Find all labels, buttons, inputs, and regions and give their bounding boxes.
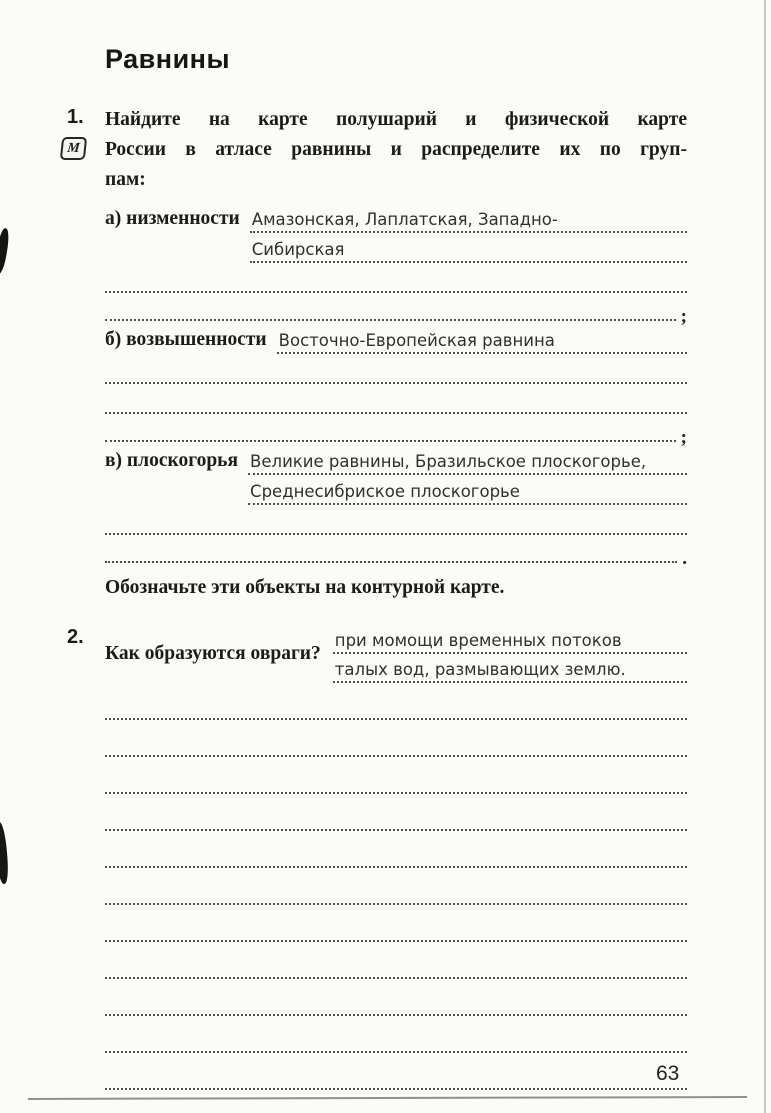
blank-line	[105, 868, 687, 905]
answer-line	[248, 475, 687, 505]
blank-line	[105, 720, 687, 757]
task-1-question-line-3: пам:	[105, 169, 146, 190]
blank-line	[105, 794, 687, 831]
handwritten-answer: при момощи временных потоков	[334, 631, 622, 650]
task-1-number: 1.	[67, 106, 84, 128]
item-uplands-rows	[105, 324, 687, 354]
page-number: 63	[656, 1062, 680, 1085]
page-title: Равнины	[105, 44, 231, 74]
scan-artifact	[0, 228, 11, 275]
handwritten-answer: Восточно-Европейская равнина	[278, 331, 555, 350]
answer-line	[333, 625, 687, 654]
dotted-rule	[105, 533, 677, 563]
task-1	[66, 105, 687, 603]
line-terminator: .	[682, 548, 687, 569]
task-2-head	[105, 625, 687, 683]
blank-line	[105, 1053, 687, 1090]
scan-edge	[764, 0, 766, 1113]
item-uplands-label: б) возвышенности	[105, 329, 267, 350]
blank-line	[105, 535, 687, 569]
blank-line	[105, 942, 687, 979]
blank-line	[105, 384, 687, 414]
handwritten-answer: талых вод, размывающих землю.	[334, 660, 626, 679]
line-terminator: ;	[680, 306, 687, 327]
item-plateaus-label: в) плоскогорья	[105, 450, 239, 471]
task-1-instruction: Обозначьте эти объекты на контурной карте.	[105, 577, 505, 598]
blank-line	[105, 757, 687, 794]
blank-line	[105, 505, 687, 535]
item-lowlands-rows	[105, 203, 687, 263]
blank-line	[105, 1016, 687, 1053]
dotted-rule	[105, 291, 676, 321]
handwritten-answer: Сибирская	[251, 240, 345, 259]
item-uplands	[105, 324, 687, 448]
map-task-icon	[60, 137, 87, 160]
item-plateaus	[105, 445, 687, 569]
item-plateaus-rows	[105, 445, 687, 505]
task-2	[67, 625, 687, 1113]
blank-line	[105, 354, 687, 384]
dotted-rule	[105, 412, 676, 442]
task-2-question: Как образуются овраги?	[105, 643, 321, 664]
task-1-question-line-2: России в атласе равнины и распределите их по груп-	[105, 139, 687, 160]
blank-line	[105, 293, 687, 327]
blank-line	[105, 414, 687, 448]
blank-line	[105, 905, 687, 942]
answer-line	[250, 203, 687, 233]
task-2-number: 2.	[67, 626, 84, 648]
blank-line	[105, 263, 687, 293]
blank-line	[105, 1090, 687, 1113]
blank-line	[105, 683, 687, 720]
handwritten-answer: Великие равнины, Бразильское плоскогорье,	[250, 452, 647, 471]
answer-line	[277, 324, 687, 354]
item-lowlands-label: а) низменности	[105, 208, 240, 229]
scan-artifact	[0, 822, 10, 885]
answer-line	[250, 233, 687, 263]
blank-line	[105, 979, 687, 1016]
item-lowlands	[105, 203, 687, 327]
answer-line	[333, 654, 687, 683]
blank-line	[105, 831, 687, 868]
task-1-question-line-1: Найдите на карте полушарий и физической карте	[105, 109, 687, 130]
page-content	[66, 0, 687, 1113]
handwritten-answer: Амазонская, Лаплатская, Западно-	[251, 210, 558, 229]
answer-line	[248, 445, 687, 475]
handwritten-answer: Среднесибриское плоскогорье	[250, 482, 520, 501]
map-task-icon-letter: М	[66, 140, 81, 156]
line-terminator: ;	[680, 427, 687, 448]
